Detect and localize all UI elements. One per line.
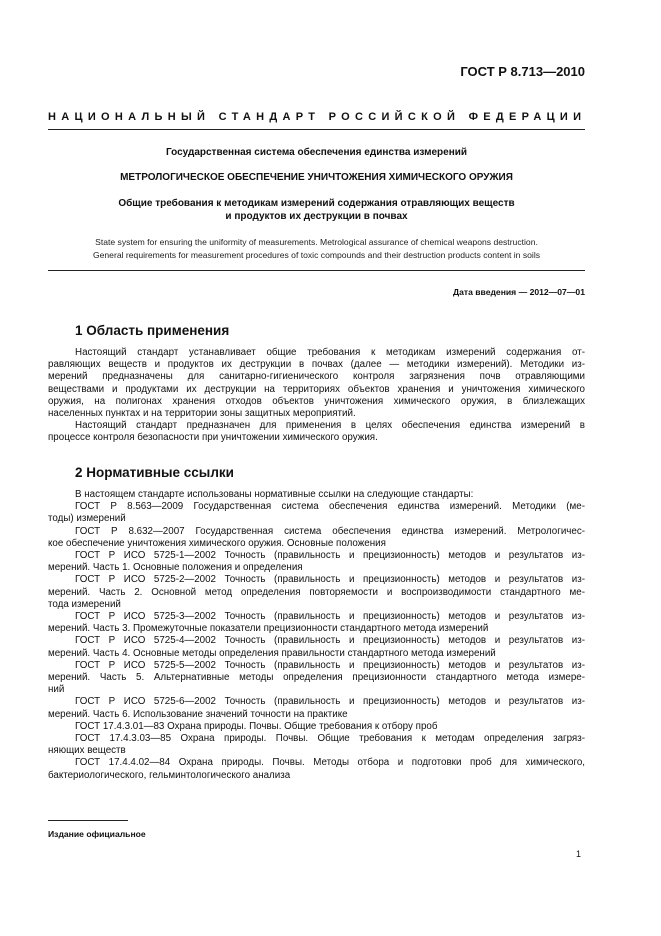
- text-line: мерений. Часть 2. Основной метод определения повторяемости и воспроизводимости стандартного ме-: [48, 586, 585, 598]
- subtitle-line-2: и продуктов их деструкции в почвах: [225, 211, 408, 222]
- text-line: ГОСТ 17.4.4.02—84 Охрана природы. Почвы. Методы отбора и подготовки проб для химического,: [75, 757, 585, 769]
- footer-divider: [48, 820, 128, 821]
- title-divider: [48, 270, 585, 271]
- text-line: веществами и продуктами их деструкции на территориях объектов хранения и уничтожения химического: [48, 383, 585, 395]
- reference-item: [48, 757, 585, 781]
- reference-item: [48, 550, 585, 574]
- section-2-body: [48, 489, 585, 782]
- text-line: Настоящий стандарт устанавливает общие требования к методикам измерений содержания от-: [75, 347, 585, 358]
- text-line: мерений. Часть 3. Промежуточные показатели прецизионности стандартного метода измерений: [48, 623, 489, 635]
- text-line: тода измерений: [48, 598, 121, 610]
- reference-item: [48, 660, 585, 697]
- section-2-heading: 2 Нормативные ссылки: [75, 465, 234, 480]
- text-line: ГОСТ Р ИСО 5725-2—2002 Точность (правильность и прецизионность) методов и результатов из-: [75, 574, 585, 586]
- text-line: мерений. Часть 4. Основные методы определения правильности стандартного метода измерений: [48, 647, 496, 659]
- text-line: населенных пунктах и на территории зоны защитных мероприятий.: [48, 408, 356, 420]
- section-1-heading: 1 Область применения: [75, 323, 230, 338]
- text-line: мерений. Часть 6. Использование значений точности на практике: [48, 708, 348, 720]
- section-1-body: [48, 347, 585, 445]
- intro-date: Дата введения — 2012—07—01: [452, 287, 585, 297]
- subtitle-line-1: Общие требования к методикам измерений содержания отравляющих веществ: [118, 198, 515, 209]
- text-line: тоды) измерений: [48, 513, 126, 525]
- document-number: ГОСТ Р 8.713—2010: [460, 64, 585, 79]
- reference-item: [48, 526, 585, 550]
- text-line: ГОСТ Р ИСО 5725-4—2002 Точность (правильность и прецизионность) методов и результатов из-: [75, 635, 585, 647]
- text-line: мерений. Часть 1. Основные положения и определения: [48, 562, 303, 574]
- text-line: ГОСТ 17.4.3.01—83 Охрана природы. Почвы. Общие требования к отбору проб: [75, 720, 438, 732]
- references-intro: В настоящем стандарте использованы нормативные ссылки на следующие стандарты:: [75, 489, 474, 500]
- text-line: ГОСТ Р ИСО 5725-1—2002 Точность (правильность и прецизионность) методов и результатов из-: [75, 550, 585, 562]
- text-line: процессе контроля безопасности при уничтожении химического оружия.: [48, 432, 378, 444]
- text-line: ГОСТ Р ИСО 5725-6—2002 Точность (правильность и прецизионность) методов и результатов из-: [75, 696, 585, 708]
- main-title: МЕТРОЛОГИЧЕСКОЕ ОБЕСПЕЧЕНИЕ УНИЧТОЖЕНИЯ ХИМИЧЕСКОГО ОРУЖИЯ: [120, 172, 513, 183]
- text-line: мерений. Часть 5. Альтернативные методы определения прецизионности стандартного метода измере-: [48, 672, 585, 684]
- reference-item: [48, 696, 585, 720]
- text-line: равляющих веществ и продуктов их деструкции в почвах (далее — методики измерений). Методики из-: [48, 359, 585, 371]
- national-standard-title: НАЦИОНАЛЬНЫЙ СТАНДАРТ РОССИЙСКОЙ ФЕДЕРАЦИИ: [48, 111, 587, 123]
- top-divider: [48, 129, 585, 130]
- text-line: ГОСТ Р ИСО 5725-5—2002 Точность (правильность и прецизионность) методов и результатов из-: [75, 659, 585, 671]
- text-line: ГОСТ Р ИСО 5725-3—2002 Точность (правильность и прецизионность) методов и результатов из-: [75, 611, 585, 623]
- text-line: мерений предназначены для санитарно-гигиенического контроля загрязнения почв отравляющими: [48, 371, 585, 383]
- english-title-line-1: State system for ensuring the uniformity of measurements. Metrological assurance of chemical weapons destruction.: [95, 237, 538, 247]
- english-title-line-2: General requirements for measurement procedures of toxic compounds and their destruction products content in soils: [92, 250, 541, 260]
- text-line: ГОСТ Р 8.632—2007 Государственная система обеспечения единства измерений. Метрологичес-: [75, 525, 585, 537]
- reference-item: [48, 501, 585, 525]
- reference-item: [48, 635, 585, 659]
- reference-item: [48, 721, 585, 733]
- text-line: оружия, на полигонах хранения отходов объектов уничтожения химического оружия, в близлежащих: [48, 395, 585, 407]
- text-line: ний: [48, 684, 65, 696]
- edition-label: Издание официальное: [48, 829, 146, 839]
- reference-item: [48, 733, 585, 757]
- text-line: ГОСТ 17.4.3.03—85 Охрана природы. Почвы. Общие требования к методам определения загряз-: [75, 733, 585, 745]
- page-number: 1: [575, 849, 581, 859]
- text-line: кое обеспечение уничтожения химического оружия. Основные положения: [48, 537, 386, 549]
- reference-item: [48, 611, 585, 635]
- text-line: Настоящий стандарт предназначен для применения в целях обеспечения единства измерений в: [75, 420, 585, 432]
- text-line: няющих веществ: [48, 745, 126, 757]
- system-title: Государственная система обеспечения единства измерений: [165, 147, 468, 158]
- reference-item: [48, 574, 585, 611]
- text-line: бактериологического, гельминтологического анализа: [48, 769, 291, 781]
- text-line: ГОСТ Р 8.563—2009 Государственная система обеспечения единства измерений. Методики (ме-: [75, 501, 585, 513]
